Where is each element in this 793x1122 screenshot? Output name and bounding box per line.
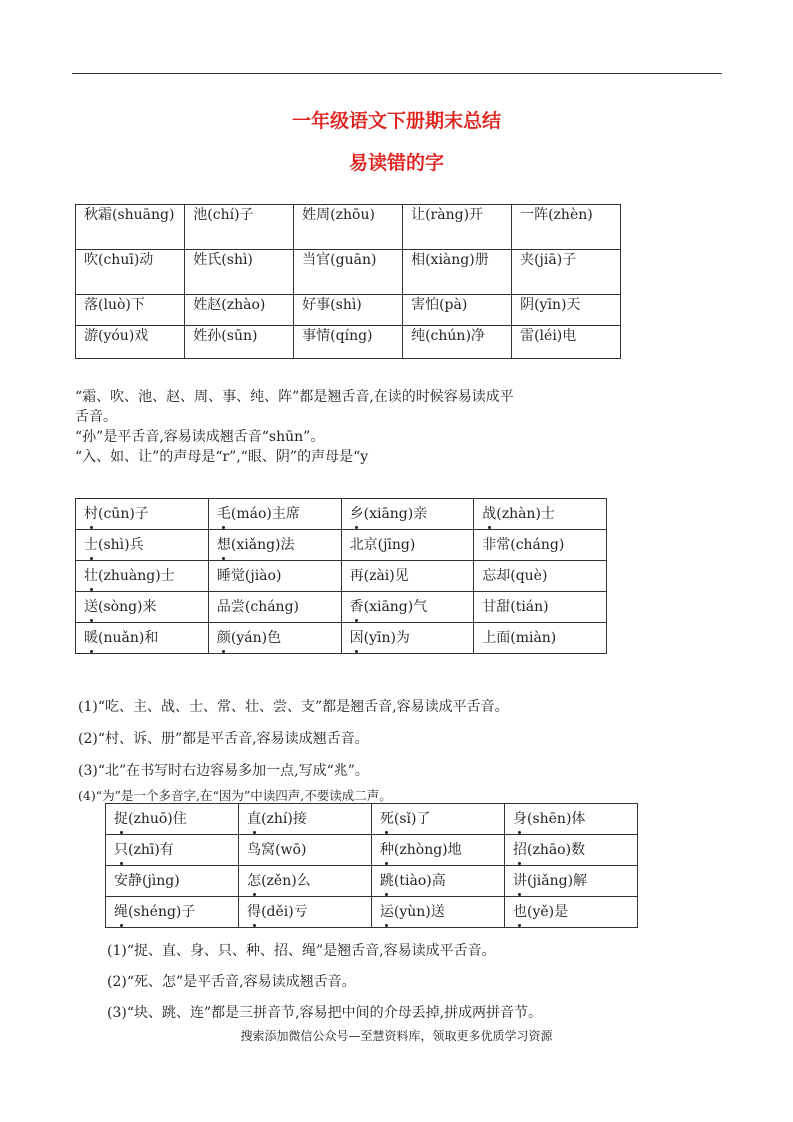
table-cell: 睡觉(jiào)	[208, 561, 341, 592]
table-cell: 游(yóu)戏	[76, 326, 185, 359]
table-cell: 吹(chuī)动	[76, 250, 185, 295]
table-cell: 乡(xiāng)亲	[341, 499, 474, 530]
table-cell: 暖(nuǎn)和	[76, 623, 209, 654]
page-subtitle: 易读错的字	[348, 152, 444, 174]
table-cell: 运(yùn)送	[371, 897, 504, 928]
table-cell: 香(xiāng)气	[341, 592, 474, 623]
table-cell: 姓赵(zhào)	[185, 295, 294, 326]
table-cell: 安静(jìng)	[106, 866, 239, 897]
table-cell: 品尝(cháng)	[208, 592, 341, 623]
table-cell: 夹(jiā)子	[512, 250, 621, 295]
note-line: (1)“捉、直、身、只、种、招、绳”是翘舌音,容易读成平舌音。	[107, 943, 496, 959]
table-cell: 也(yě)是	[504, 897, 637, 928]
table-cell: 送(sòng)来	[76, 592, 209, 623]
table-cell: 壮(zhuàng)士	[76, 561, 209, 592]
table-cell: 种(zhòng)地	[371, 835, 504, 866]
explanation-paragraph	[75, 387, 514, 467]
table-cell: 直(zhí)接	[239, 804, 372, 835]
table-easily-misread-2	[75, 498, 607, 654]
table-cell: 姓周(zhōu)	[294, 205, 403, 250]
table-cell: 好事(shì)	[294, 295, 403, 326]
table-cell: 非常(cháng)	[474, 530, 607, 561]
note-line: (1)“吃、主、战、士、常、壮、尝、支”都是翘舌音,容易读成平舌音。	[78, 699, 509, 715]
paragraph-line: “孙”是平舌音,容易读成翘舌音“shūn”。	[75, 429, 325, 445]
table-easily-misread-3	[105, 803, 638, 928]
table-cell: 招(zhāo)数	[504, 835, 637, 866]
table-cell: 甘甜(tián)	[474, 592, 607, 623]
note-line: (3)“北”在书写时右边容易多加一点,写成“兆”。	[78, 763, 369, 779]
paragraph-line: “霜、吹、池、赵、周、事、纯、阵”都是翘舌音,在读的时候容易读成平	[75, 389, 514, 405]
table-cell: 村(cūn)子	[76, 499, 209, 530]
table-cell: 上面(miàn)	[474, 623, 607, 654]
table-cell: 忘却(què)	[474, 561, 607, 592]
table-cell: 想(xiǎng)法	[208, 530, 341, 561]
table-cell: 战(zhàn)士	[474, 499, 607, 530]
table-cell: 绳(shéng)子	[106, 897, 239, 928]
paragraph-line: 舌音。	[75, 409, 117, 425]
table-cell: 跳(tiào)高	[371, 866, 504, 897]
table-cell: 事情(qíng)	[294, 326, 403, 359]
note-line: (2)“死、怎”是平舌音,容易读成翘舌音。	[107, 974, 356, 990]
note-line: (2)“村、诉、册”都是平舌音,容易读成翘舌音。	[78, 731, 369, 747]
table-cell: 姓氏(shì)	[185, 250, 294, 295]
footer-note: 搜索添加微信公众号—至慧资料库，领取更多优质学习资源	[240, 1029, 553, 1043]
table-cell: 怎(zěn)么	[239, 866, 372, 897]
paragraph-line: “入、如、让”的声母是“r”,“眼、阴”的声母是“y	[75, 449, 369, 465]
table-cell: 相(xiàng)册	[403, 250, 512, 295]
table-cell: 落(luò)下	[76, 295, 185, 326]
table-cell: 只(zhī)有	[106, 835, 239, 866]
table-cell: 因(yīn)为	[341, 623, 474, 654]
table-cell: 再(zài)见	[341, 561, 474, 592]
table-cell: 当官(guān)	[294, 250, 403, 295]
table-cell: 讲(jiǎng)解	[504, 866, 637, 897]
table-cell: 一阵(zhèn)	[512, 205, 621, 250]
table-cell: 姓孙(sūn)	[185, 326, 294, 359]
page-title: 一年级语文下册期末总结	[291, 110, 501, 132]
table-cell: 捉(zhuō)住	[106, 804, 239, 835]
note-line: (3)“块、跳、连”都是三拼音节,容易把中间的介母丢掉,拼成两拼音节。	[107, 1005, 543, 1021]
table-cell: 士(shì)兵	[76, 530, 209, 561]
table-cell: 得(děi)亏	[239, 897, 372, 928]
table-easily-misread-1	[75, 204, 621, 359]
table-cell: 阴(yīn)天	[512, 295, 621, 326]
table-cell: 害怕(pà)	[403, 295, 512, 326]
note-line: (4)“为”是一个多音字,在“因为”中读四声,不要读成二声。	[78, 788, 392, 803]
table-cell: 死(sǐ)了	[371, 804, 504, 835]
table-cell: 秋霜(shuāng)	[76, 205, 185, 250]
table-cell: 身(shēn)体	[504, 804, 637, 835]
table-cell: 北京(jīng)	[341, 530, 474, 561]
table-cell: 让(ràng)开	[403, 205, 512, 250]
table-cell: 雷(léi)电	[512, 326, 621, 359]
header-rule	[72, 73, 722, 74]
table-cell: 池(chí)子	[185, 205, 294, 250]
table-cell: 颜(yán)色	[208, 623, 341, 654]
table-cell: 鸟窝(wō)	[239, 835, 372, 866]
table-cell: 毛(máo)主席	[208, 499, 341, 530]
table-cell: 纯(chún)净	[403, 326, 512, 359]
